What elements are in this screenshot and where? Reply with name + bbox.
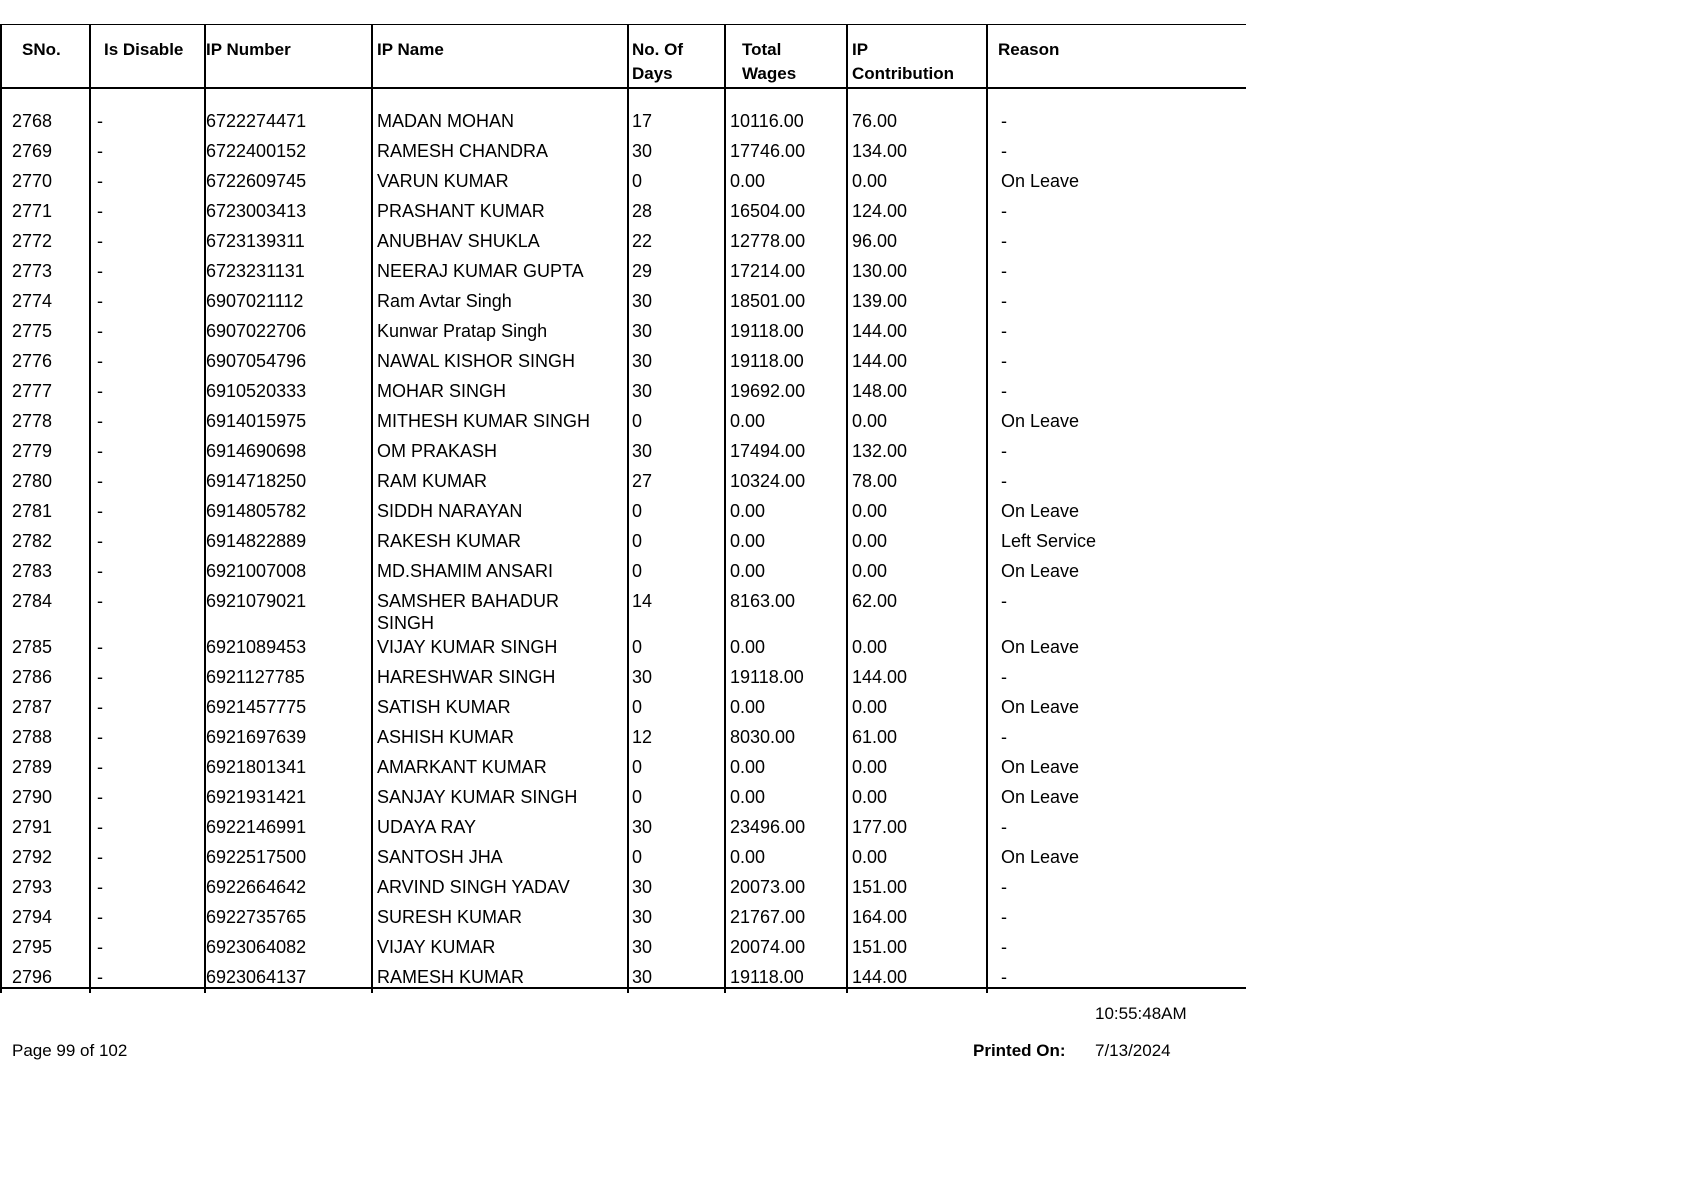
cell-reason: On Leave	[1001, 847, 1080, 867]
cell-no-of-days: 29	[632, 261, 653, 281]
cell-reason: Left Service	[1001, 531, 1097, 551]
cell-no-of-days: 14	[632, 591, 653, 611]
cell-reason: -	[1001, 381, 1007, 401]
cell-no-of-days: 30	[632, 967, 653, 987]
cell-total-wages: 0.00	[730, 561, 766, 581]
cell-sno: 2780	[12, 471, 53, 491]
cell-sno: 2794	[12, 907, 53, 927]
cell-ip-name: MADAN MOHAN	[377, 111, 515, 131]
cell-total-wages: 0.00	[730, 171, 766, 191]
cell-ip-contribution: 61.00	[852, 727, 898, 747]
cell-ip-contribution: 144.00	[852, 321, 908, 341]
cell-ip-contribution: 0.00	[852, 171, 888, 191]
cell-ip-contribution: 132.00	[852, 441, 908, 461]
cell-sno: 2772	[12, 231, 53, 251]
cell-total-wages: 0.00	[730, 847, 766, 867]
cell-ip-name: VARUN KUMAR	[377, 171, 509, 191]
cell-total-wages: 19692.00	[730, 381, 806, 401]
cell-ip-number: 6722274471	[206, 111, 307, 131]
cell-total-wages: 23496.00	[730, 817, 806, 837]
cell-is-disable: -	[97, 261, 103, 281]
cell-ip-number: 6921457775	[206, 697, 307, 717]
cell-ip-contribution: 0.00	[852, 637, 888, 657]
cell-ip-name: Ram Avtar Singh	[377, 291, 512, 311]
cell-is-disable: -	[97, 171, 103, 191]
cell-ip-name: RAMESH KUMAR	[377, 967, 525, 987]
cell-ip-contribution: 130.00	[852, 261, 908, 281]
cell-sno: 2776	[12, 351, 53, 371]
column-divider	[986, 25, 988, 993]
cell-no-of-days: 0	[632, 637, 643, 657]
cell-is-disable: -	[97, 201, 103, 221]
cell-ip-number: 6914690698	[206, 441, 307, 461]
cell-no-of-days: 0	[632, 171, 643, 191]
cell-ip-name: VIJAY KUMAR	[377, 937, 496, 957]
cell-no-of-days: 30	[632, 907, 653, 927]
cell-is-disable: -	[97, 817, 103, 837]
cell-ip-contribution: 0.00	[852, 561, 888, 581]
cell-sno: 2782	[12, 531, 53, 551]
cell-ip-number: 6921079021	[206, 591, 307, 611]
cell-sno: 2774	[12, 291, 53, 311]
cell-is-disable: -	[97, 111, 103, 131]
cell-sno: 2783	[12, 561, 53, 581]
column-header-is-disable: Is Disable	[104, 40, 184, 59]
cell-is-disable: -	[97, 291, 103, 311]
cell-no-of-days: 0	[632, 531, 643, 551]
cell-sno: 2768	[12, 111, 53, 131]
cell-is-disable: -	[97, 561, 103, 581]
cell-is-disable: -	[97, 847, 103, 867]
cell-ip-contribution: 139.00	[852, 291, 908, 311]
cell-ip-name: VIJAY KUMAR SINGH	[377, 637, 558, 657]
cell-no-of-days: 28	[632, 201, 653, 221]
cell-ip-contribution: 144.00	[852, 667, 908, 687]
cell-ip-number: 6922146991	[206, 817, 307, 837]
cell-total-wages: 10324.00	[730, 471, 806, 491]
cell-ip-contribution: 76.00	[852, 111, 898, 131]
column-divider	[204, 25, 206, 993]
cell-no-of-days: 30	[632, 321, 653, 341]
cell-total-wages: 17746.00	[730, 141, 806, 161]
cell-sno: 2793	[12, 877, 53, 897]
column-divider	[846, 25, 848, 993]
cell-reason: -	[1001, 967, 1007, 987]
cell-reason: -	[1001, 591, 1007, 611]
cell-no-of-days: 30	[632, 351, 653, 371]
cell-ip-name: SAMSHER BAHADUR SINGH	[377, 591, 560, 633]
cell-no-of-days: 30	[632, 141, 653, 161]
cell-total-wages: 20074.00	[730, 937, 806, 957]
cell-ip-name: AMARKANT KUMAR	[377, 757, 547, 777]
cell-ip-name: RAMESH CHANDRA	[377, 141, 549, 161]
cell-ip-name: SANJAY KUMAR SINGH	[377, 787, 578, 807]
cell-total-wages: 19118.00	[730, 667, 804, 687]
cell-ip-number: 6921007008	[206, 561, 307, 581]
cell-is-disable: -	[97, 141, 103, 161]
cell-is-disable: -	[97, 967, 103, 987]
cell-sno: 2795	[12, 937, 53, 957]
cell-total-wages: 10116.00	[730, 111, 804, 131]
cell-no-of-days: 30	[632, 381, 653, 401]
cell-sno: 2778	[12, 411, 53, 431]
cell-ip-contribution: 0.00	[852, 697, 888, 717]
cell-reason: -	[1001, 321, 1007, 341]
cell-sno: 2792	[12, 847, 53, 867]
cell-ip-name: MD.SHAMIM ANSARI	[377, 561, 554, 581]
cell-no-of-days: 22	[632, 231, 653, 251]
printed-time: 10:55:48AM	[1095, 1004, 1187, 1023]
cell-ip-number: 6921127785	[206, 667, 305, 687]
cell-ip-contribution: 0.00	[852, 501, 888, 521]
cell-reason: On Leave	[1001, 501, 1080, 521]
cell-sno: 2775	[12, 321, 53, 341]
cell-ip-contribution: 177.00	[852, 817, 908, 837]
cell-is-disable: -	[97, 757, 103, 777]
cell-ip-name: SURESH KUMAR	[377, 907, 523, 927]
cell-ip-number: 6723139311	[206, 231, 305, 251]
cell-ip-number: 6723231131	[206, 261, 305, 281]
column-divider	[627, 25, 629, 993]
cell-sno: 2779	[12, 441, 53, 461]
cell-ip-contribution: 151.00	[852, 877, 908, 897]
cell-is-disable: -	[97, 907, 103, 927]
cell-ip-contribution: 62.00	[852, 591, 898, 611]
cell-sno: 2770	[12, 171, 53, 191]
cell-no-of-days: 0	[632, 561, 643, 581]
cell-is-disable: -	[97, 351, 103, 371]
cell-is-disable: -	[97, 231, 103, 251]
cell-is-disable: -	[97, 441, 103, 461]
cell-total-wages: 0.00	[730, 697, 766, 717]
cell-ip-name: UDAYA RAY	[377, 817, 477, 837]
cell-ip-number: 6922517500	[206, 847, 307, 867]
cell-ip-contribution: 148.00	[852, 381, 908, 401]
cell-total-wages: 0.00	[730, 501, 766, 521]
cell-reason: -	[1001, 877, 1007, 897]
cell-ip-number: 6921697639	[206, 727, 307, 747]
cell-is-disable: -	[97, 321, 103, 341]
cell-is-disable: -	[97, 877, 103, 897]
cell-sno: 2773	[12, 261, 53, 281]
cell-ip-number: 6723003413	[206, 201, 307, 221]
cell-sno: 2771	[12, 201, 53, 221]
cell-no-of-days: 27	[632, 471, 653, 491]
cell-ip-contribution: 134.00	[852, 141, 908, 161]
cell-reason: -	[1001, 201, 1007, 221]
cell-no-of-days: 0	[632, 697, 643, 717]
column-header-ip-contribution: IP Contribution	[852, 40, 954, 83]
cell-no-of-days: 30	[632, 817, 653, 837]
cell-reason: On Leave	[1001, 561, 1080, 581]
cell-reason: -	[1001, 907, 1007, 927]
cell-sno: 2777	[12, 381, 53, 401]
cell-ip-name: SANTOSH JHA	[377, 847, 503, 867]
column-header-ip-name: IP Name	[377, 40, 444, 59]
cell-total-wages: 18501.00	[730, 291, 806, 311]
cell-ip-contribution: 0.00	[852, 411, 888, 431]
cell-ip-number: 6923064082	[206, 937, 307, 957]
cell-ip-name: RAKESH KUMAR	[377, 531, 522, 551]
cell-reason: -	[1001, 141, 1007, 161]
cell-is-disable: -	[97, 937, 103, 957]
cell-sno: 2790	[12, 787, 53, 807]
column-divider	[0, 25, 2, 993]
cell-total-wages: 0.00	[730, 531, 766, 551]
cell-reason: -	[1001, 727, 1007, 747]
cell-ip-number: 6722400152	[206, 141, 307, 161]
column-divider	[371, 25, 373, 993]
cell-no-of-days: 0	[632, 411, 643, 431]
cell-ip-number: 6914718250	[206, 471, 307, 491]
cell-ip-number: 6921801341	[206, 757, 307, 777]
cell-ip-contribution: 0.00	[852, 787, 888, 807]
cell-total-wages: 0.00	[730, 787, 766, 807]
cell-ip-contribution: 151.00	[852, 937, 908, 957]
cell-sno: 2781	[12, 501, 53, 521]
cell-no-of-days: 17	[632, 111, 653, 131]
cell-ip-number: 6914015975	[206, 411, 307, 431]
cell-total-wages: 19118.00	[730, 321, 804, 341]
cell-ip-name: MOHAR SINGH	[377, 381, 507, 401]
cell-sno: 2785	[12, 637, 53, 657]
cell-ip-contribution: 124.00	[852, 201, 908, 221]
cell-no-of-days: 0	[632, 501, 643, 521]
cell-ip-name: PRASHANT KUMAR	[377, 201, 545, 221]
cell-ip-number: 6914822889	[206, 531, 307, 551]
cell-total-wages: 0.00	[730, 637, 766, 657]
cell-is-disable: -	[97, 667, 103, 687]
cell-total-wages: 16504.00	[730, 201, 806, 221]
cell-total-wages: 17494.00	[730, 441, 806, 461]
cell-reason: -	[1001, 471, 1007, 491]
printed-on-label: Printed On:	[973, 1041, 1066, 1060]
cell-ip-contribution: 0.00	[852, 757, 888, 777]
cell-is-disable: -	[97, 411, 103, 431]
cell-ip-name: SATISH KUMAR	[377, 697, 511, 717]
report-table	[0, 24, 1246, 989]
cell-is-disable: -	[97, 637, 103, 657]
cell-reason: On Leave	[1001, 171, 1080, 191]
cell-reason: -	[1001, 351, 1007, 371]
cell-sno: 2791	[12, 817, 53, 837]
cell-is-disable: -	[97, 591, 103, 611]
cell-ip-name: OM PRAKASH	[377, 441, 498, 461]
cell-ip-number: 6923064137	[206, 967, 307, 987]
column-divider	[724, 25, 726, 993]
cell-no-of-days: 30	[632, 937, 653, 957]
cell-no-of-days: 30	[632, 441, 653, 461]
cell-no-of-days: 12	[632, 727, 653, 747]
cell-reason: On Leave	[1001, 757, 1080, 777]
cell-reason: -	[1001, 231, 1007, 251]
cell-ip-contribution: 78.00	[852, 471, 898, 491]
cell-reason: -	[1001, 291, 1007, 311]
cell-no-of-days: 0	[632, 757, 643, 777]
cell-is-disable: -	[97, 727, 103, 747]
cell-is-disable: -	[97, 531, 103, 551]
cell-total-wages: 21767.00	[730, 907, 806, 927]
column-header-total-wages: Total Wages	[742, 40, 797, 83]
cell-ip-number: 6921089453	[206, 637, 307, 657]
cell-reason: -	[1001, 111, 1007, 131]
cell-ip-number: 6907054796	[206, 351, 307, 371]
cell-ip-name: NAWAL KISHOR SINGH	[377, 351, 576, 371]
cell-ip-name: Kunwar Pratap Singh	[377, 321, 548, 341]
table-header-row	[0, 25, 1246, 89]
cell-sno: 2789	[12, 757, 53, 777]
cell-is-disable: -	[97, 787, 103, 807]
cell-ip-contribution: 144.00	[852, 967, 908, 987]
cell-ip-name: ANUBHAV SHUKLA	[377, 231, 540, 251]
cell-total-wages: 8030.00	[730, 727, 796, 747]
cell-sno: 2787	[12, 697, 53, 717]
cell-reason: -	[1001, 667, 1007, 687]
cell-is-disable: -	[97, 697, 103, 717]
cell-no-of-days: 0	[632, 787, 643, 807]
cell-no-of-days: 30	[632, 291, 653, 311]
cell-ip-number: 6907021112	[206, 291, 304, 311]
cell-total-wages: 12778.00	[730, 231, 806, 251]
cell-sno: 2788	[12, 727, 53, 747]
column-header-ip-number: IP Number	[206, 40, 291, 59]
cell-reason: On Leave	[1001, 637, 1080, 657]
cell-sno: 2786	[12, 667, 53, 687]
cell-ip-name: NEERAJ KUMAR GUPTA	[377, 261, 584, 281]
cell-reason: -	[1001, 441, 1007, 461]
cell-total-wages: 19118.00	[730, 967, 804, 987]
cell-is-disable: -	[97, 501, 103, 521]
cell-is-disable: -	[97, 471, 103, 491]
cell-no-of-days: 30	[632, 667, 653, 687]
cell-reason: -	[1001, 937, 1007, 957]
cell-total-wages: 17214.00	[730, 261, 806, 281]
cell-ip-name: ARVIND SINGH YADAV	[377, 877, 570, 897]
cell-ip-contribution: 96.00	[852, 231, 898, 251]
cell-total-wages: 20073.00	[730, 877, 806, 897]
cell-reason: -	[1001, 817, 1007, 837]
cell-total-wages: 0.00	[730, 757, 766, 777]
column-header-sno: SNo.	[22, 40, 61, 59]
column-header-reason: Reason	[998, 40, 1060, 59]
cell-reason: On Leave	[1001, 411, 1080, 431]
column-divider	[89, 25, 91, 993]
cell-ip-number: 6910520333	[206, 381, 307, 401]
cell-total-wages: 8163.00	[730, 591, 796, 611]
cell-ip-name: RAM KUMAR	[377, 471, 488, 491]
cell-sno: 2796	[12, 967, 53, 987]
cell-ip-name: HARESHWAR SINGH	[377, 667, 556, 687]
printed-date: 7/13/2024	[1095, 1041, 1171, 1060]
cell-reason: -	[1001, 261, 1007, 281]
cell-total-wages: 0.00	[730, 411, 766, 431]
cell-ip-number: 6914805782	[206, 501, 307, 521]
cell-ip-number: 6722609745	[206, 171, 307, 191]
cell-ip-name: SIDDH NARAYAN	[377, 501, 523, 521]
cell-ip-contribution: 0.00	[852, 847, 888, 867]
cell-ip-contribution: 164.00	[852, 907, 908, 927]
cell-ip-number: 6907022706	[206, 321, 307, 341]
cell-ip-contribution: 0.00	[852, 531, 888, 551]
cell-total-wages: 19118.00	[730, 351, 804, 371]
cell-ip-number: 6922735765	[206, 907, 307, 927]
cell-no-of-days: 30	[632, 877, 653, 897]
cell-sno: 2784	[12, 591, 53, 611]
cell-ip-name: MITHESH KUMAR SINGH	[377, 411, 591, 431]
column-header-no-of-days: No. Of Days	[632, 40, 683, 83]
cell-ip-number: 6921931421	[206, 787, 307, 807]
cell-is-disable: -	[97, 381, 103, 401]
cell-ip-contribution: 144.00	[852, 351, 908, 371]
cell-no-of-days: 0	[632, 847, 643, 867]
cell-ip-name: ASHISH KUMAR	[377, 727, 515, 747]
cell-sno: 2769	[12, 141, 53, 161]
cell-ip-number: 6922664642	[206, 877, 307, 897]
page-number: Page 99 of 102	[12, 1041, 128, 1060]
cell-reason: On Leave	[1001, 697, 1080, 717]
cell-reason: On Leave	[1001, 787, 1080, 807]
